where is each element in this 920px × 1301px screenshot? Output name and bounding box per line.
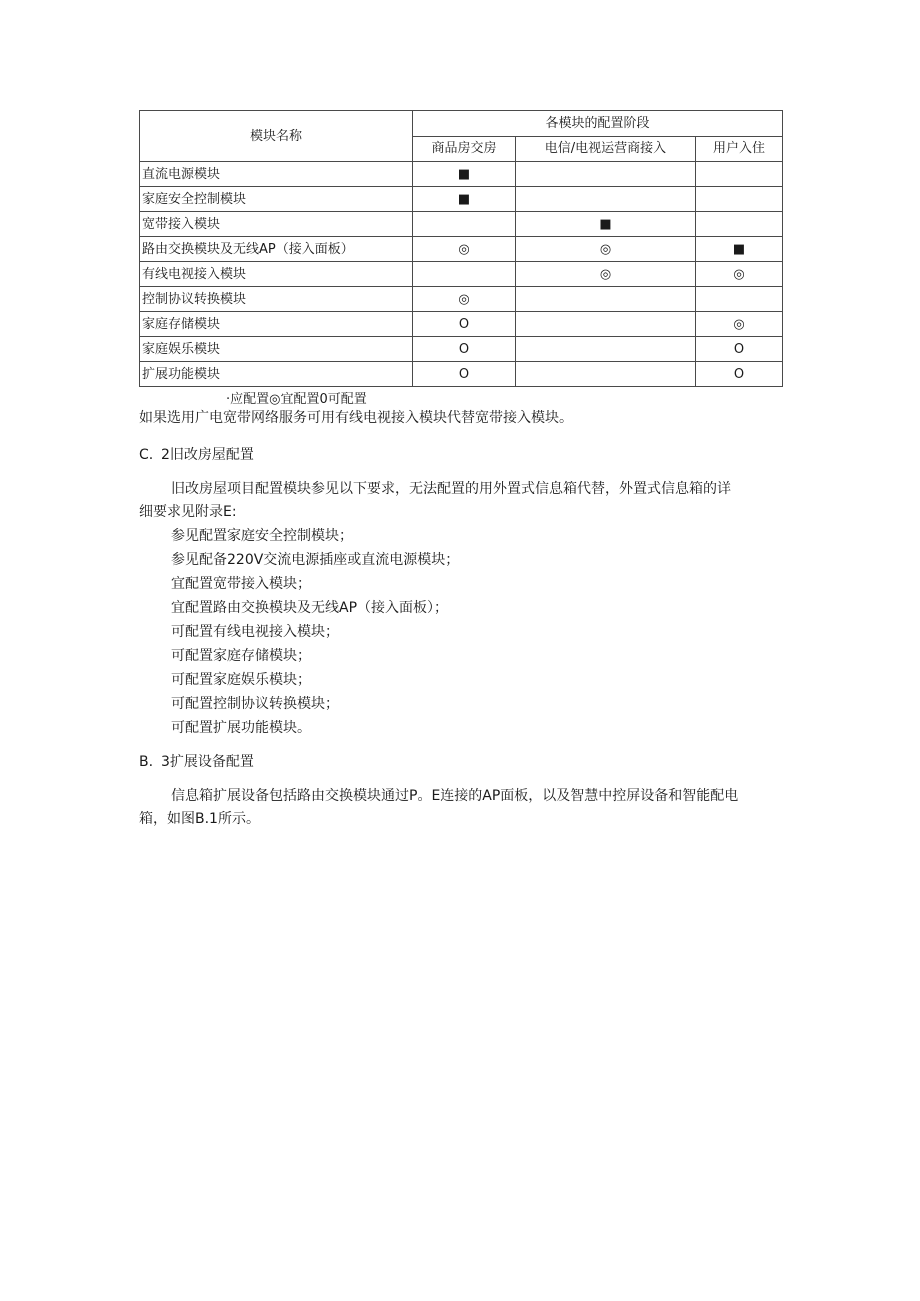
row-mark-operator <box>516 287 696 312</box>
row-mark-operator <box>516 162 696 187</box>
row-name: 家庭存储模块 <box>140 312 413 337</box>
paragraph-line: 箱，如图B.1所示。 <box>139 811 260 827</box>
header-stage-group: 各模块的配置阶段 <box>413 111 783 137</box>
table-row <box>140 212 783 237</box>
row-mark-delivery: ■ <box>413 187 516 212</box>
section-heading-b3 <box>139 751 254 771</box>
table-legend: ·应配置◎宜配置0可配置 <box>226 392 367 407</box>
header-module-name: 模块名称 <box>140 111 413 162</box>
row-mark-delivery: ◎ <box>413 237 516 262</box>
row-name: 家庭安全控制模块 <box>140 187 413 212</box>
row-name: 宽带接入模块 <box>140 212 413 237</box>
header-stage-operator: 电信/电视运营商接入 <box>516 136 696 162</box>
note-line: 如果选用广电宽带网络服务可用有线电视接入模块代替宽带接入模块。 <box>139 410 573 426</box>
module-config-table <box>139 110 783 387</box>
row-mark-delivery: O <box>413 312 516 337</box>
row-mark-operator <box>516 337 696 362</box>
table-row <box>140 337 783 362</box>
table-header-row-1 <box>140 111 783 137</box>
row-mark-operator <box>516 312 696 337</box>
list-item: 参见配置家庭安全控制模块； <box>171 528 353 544</box>
section-number: C. <box>139 447 154 463</box>
table-row <box>140 312 783 337</box>
row-mark-delivery <box>413 212 516 237</box>
paragraph-line: 信息箱扩展设备包括路由交换模块通过P。E连接的AP面板，以及智慧中控屏设备和智能配电 <box>171 788 739 804</box>
row-mark-movein <box>696 162 783 187</box>
row-mark-operator: ■ <box>516 212 696 237</box>
row-mark-movein: O <box>696 362 783 387</box>
list-item: 宜配置路由交换模块及无线AP（接入面板）； <box>171 600 449 616</box>
row-name: 家庭娱乐模块 <box>140 337 413 362</box>
row-mark-movein <box>696 287 783 312</box>
table-row <box>140 362 783 387</box>
row-mark-movein: ◎ <box>696 262 783 287</box>
table-row <box>140 187 783 212</box>
list-item: 可配置控制协议转换模块； <box>171 696 339 712</box>
section-number: B. <box>139 754 154 770</box>
row-name: 路由交换模块及无线AP（接入面板） <box>140 237 413 262</box>
list-item: 参见配备220V交流电源插座或直流电源模块； <box>171 552 460 568</box>
paragraph-line: 细要求见附录E: <box>139 504 237 520</box>
table-row <box>140 237 783 262</box>
table-row <box>140 262 783 287</box>
header-stage-delivery: 商品房交房 <box>413 136 516 162</box>
table-row <box>140 162 783 187</box>
row-name: 直流电源模块 <box>140 162 413 187</box>
row-name: 控制协议转换模块 <box>140 287 413 312</box>
row-mark-delivery: ◎ <box>413 287 516 312</box>
row-name: 有线电视接入模块 <box>140 262 413 287</box>
row-mark-movein <box>696 187 783 212</box>
header-stage-movein: 用户入住 <box>696 136 783 162</box>
row-mark-delivery: ■ <box>413 162 516 187</box>
row-mark-movein: ◎ <box>696 312 783 337</box>
list-item: 可配置家庭存储模块； <box>171 648 311 664</box>
row-mark-movein: ■ <box>696 237 783 262</box>
row-mark-operator <box>516 362 696 387</box>
row-mark-delivery: O <box>413 362 516 387</box>
list-item: 宜配置宽带接入模块； <box>171 576 311 592</box>
row-mark-operator: ◎ <box>516 262 696 287</box>
table-row <box>140 287 783 312</box>
paragraph-line: 旧改房屋项目配置模块参见以下要求，无法配置的用外置式信息箱代替，外置式信息箱的详 <box>171 481 731 497</box>
row-mark-movein: O <box>696 337 783 362</box>
section-heading-c2 <box>139 444 254 464</box>
row-mark-delivery: O <box>413 337 516 362</box>
section-title: 2旧改房屋配置 <box>161 447 254 463</box>
section-title: 3扩展设备配置 <box>161 754 254 770</box>
row-mark-delivery <box>413 262 516 287</box>
row-mark-movein <box>696 212 783 237</box>
row-mark-operator: ◎ <box>516 237 696 262</box>
list-item: 可配置扩展功能模块。 <box>171 720 311 736</box>
list-item: 可配置家庭娱乐模块； <box>171 672 311 688</box>
row-name: 扩展功能模块 <box>140 362 413 387</box>
list-item: 可配置有线电视接入模块； <box>171 624 339 640</box>
row-mark-operator <box>516 187 696 212</box>
